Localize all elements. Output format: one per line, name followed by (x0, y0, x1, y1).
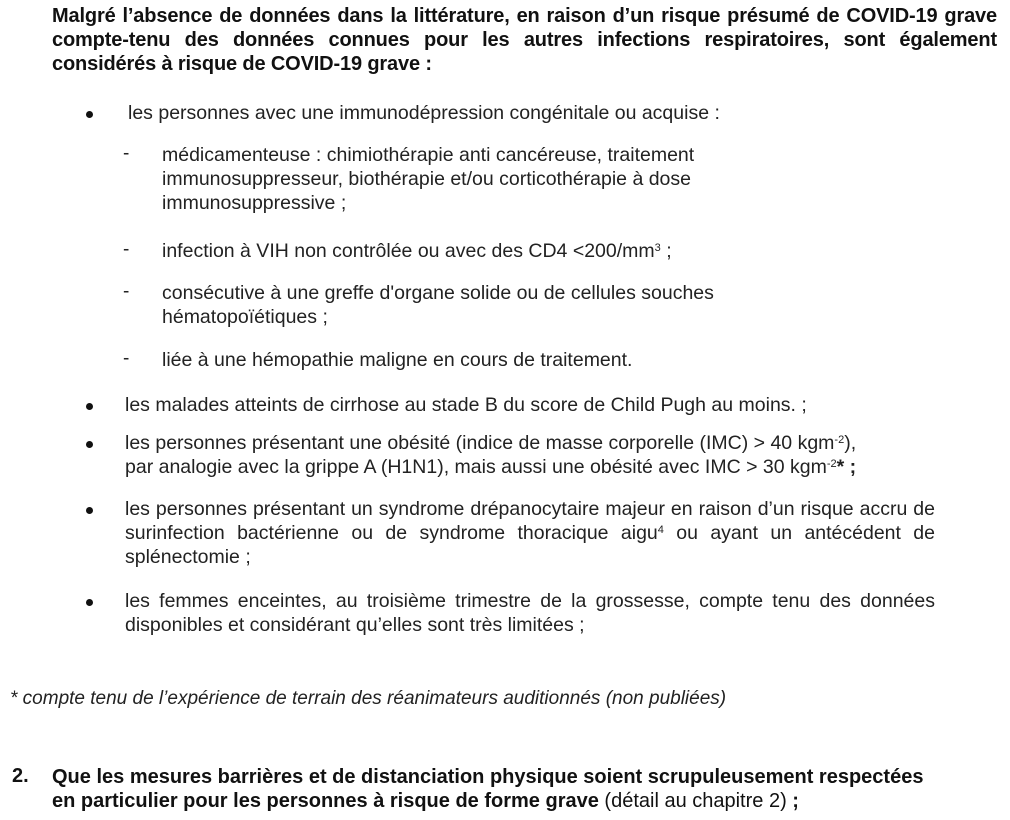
bullet-obesite: les personnes présentant une obésité (indice de masse corporelle (IMC) > 40 kgm$^{-2}$), par analogie avec la grippe A (H1N1), mais aussi une obésité avec IMC > 30 kgm$^{-2}$* ; (125, 432, 857, 478)
bullet-cirrhose: les malades atteints de cirrhose au stade B du score de Child Pugh au moins. ; (125, 394, 807, 416)
subitem-hemopathie: liée à une hémopathie maligne en cours de traitement. (162, 349, 633, 371)
dash-marker: - (123, 348, 130, 369)
bullet-immunodepression: les personnes avec une immunodépression congénitale ou acquise : (128, 102, 720, 124)
subitem-greffe: consécutive à une greffe d'organe solide ou de cellules souches hématopoïétiques ; (162, 282, 714, 328)
subitem-medicamenteuse: médicamenteuse : chimiothérapie anti cancéreuse, traitement immunosuppresseur, biothérapie et/ou corticothérapie à dose immunosuppressive ; (162, 144, 695, 214)
bullet-marker (86, 441, 93, 448)
dash-marker: - (123, 239, 130, 260)
intro-paragraph: Malgré l’absence de données dans la littérature, en raison d’un risque présumé de COVID-19 grave compte-tenu des données connues pour les autres infections respiratoires, sont également considérés à risque de COVID-19 grave : (52, 5, 997, 75)
footnote: * compte tenu de l’expérience de terrain des réanimateurs auditionnés (non publiées) (10, 688, 727, 709)
subitem-vih: infection à VIH non contrôlée ou avec des $CD4 <200/mm^3$ ; (162, 240, 672, 262)
bullet-marker (86, 599, 93, 606)
dash-marker: - (123, 281, 130, 302)
dash-marker: - (123, 143, 130, 164)
bullet-marker (86, 507, 93, 514)
point-2-paragraph: Que les mesures barrières et de distanciation physique soient scrupuleusement respectées en particulier pour les personnes à risque de forme grave (détail au chapitre 2) ; (52, 766, 924, 812)
bullet-marker (86, 111, 93, 118)
bullet-drepanocytaire: les personnes présentant un syndrome drépanocytaire majeur en raison d’un risque accru de surinfection bactérienne ou de syndrome thoracique aigu$^4$ ou ayant un antécédent de splénectomie ; (125, 498, 935, 568)
section-number: 2. (12, 765, 29, 787)
bullet-marker (86, 403, 93, 410)
bullet-femmes-enceintes: les femmes enceintes, au troisième trimestre de la grossesse, compte tenu des données disponibles et considérant qu’elles sont très limitées ; (125, 590, 935, 636)
